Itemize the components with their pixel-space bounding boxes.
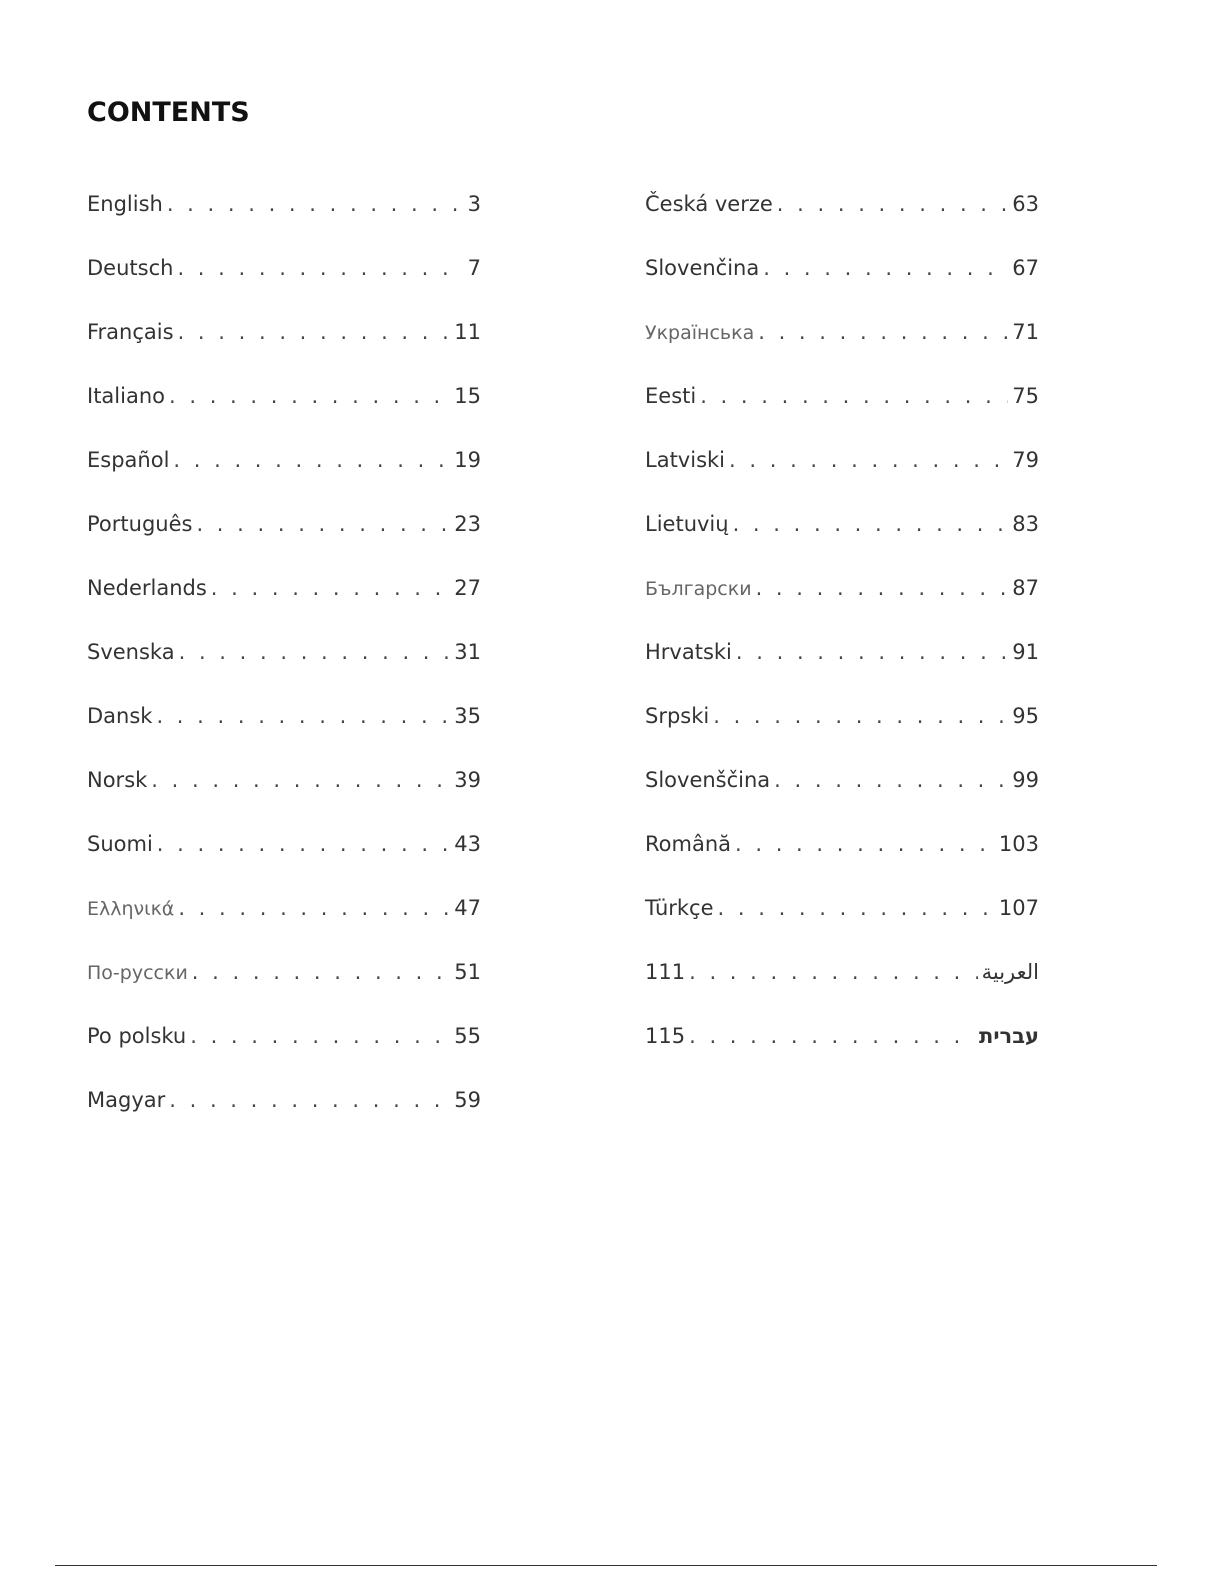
- toc-entry-page: 95: [1012, 704, 1039, 728]
- dot-leader: [157, 832, 450, 856]
- toc-entry[interactable]: [87, 384, 481, 448]
- toc-entry[interactable]: [645, 384, 1039, 448]
- toc-entry-page: 115: [645, 1024, 686, 1048]
- dot-leader: [196, 512, 450, 536]
- toc-entry[interactable]: [87, 576, 481, 640]
- toc-entry-page: 51: [454, 960, 481, 984]
- toc-entry[interactable]: [87, 448, 481, 512]
- dot-leader: [689, 960, 978, 984]
- toc-entry-label: Lietuvių: [645, 512, 729, 536]
- toc-entry-label: Ελληνικά: [87, 898, 175, 920]
- toc-entry-label: Srpski: [645, 704, 710, 728]
- dot-leader: [758, 320, 1008, 344]
- toc-entry-label: Español: [87, 448, 170, 472]
- toc-entry-page: 43: [454, 832, 481, 856]
- toc-entry-page: 27: [454, 576, 481, 600]
- dot-leader: [179, 640, 451, 664]
- toc-entry-label: Deutsch: [87, 256, 174, 280]
- toc-right-column: [645, 192, 1039, 1088]
- toc-entry-label: Eesti: [645, 384, 697, 408]
- toc-entry-label: Norsk: [87, 768, 148, 792]
- toc-entry[interactable]: [87, 1088, 481, 1152]
- toc-entry[interactable]: [87, 832, 481, 896]
- dot-leader: [763, 256, 1008, 280]
- toc-entry-rtl[interactable]: [645, 1024, 1039, 1088]
- toc-entry-label: По-русски: [87, 962, 188, 984]
- dot-leader: [178, 320, 451, 344]
- toc-entry-label: Nederlands: [87, 576, 207, 600]
- dot-leader: [177, 256, 463, 280]
- dot-leader: [211, 576, 450, 600]
- toc-entry-label: Română: [645, 832, 731, 856]
- toc-entry-page: 31: [454, 640, 481, 664]
- toc-entry-label: Dansk: [87, 704, 153, 728]
- toc-entry-label: Svenska: [87, 640, 175, 664]
- toc-entry-label: Latviski: [645, 448, 726, 472]
- toc-entry-label: Português: [87, 512, 193, 536]
- toc-entry-label: עברית: [979, 1024, 1039, 1048]
- toc-entry-page: 11: [454, 320, 481, 344]
- dot-leader: [700, 384, 1008, 408]
- toc-entry-label: Türkçe: [645, 896, 714, 920]
- toc-entry-label: Česká verze: [645, 192, 773, 216]
- toc-entry[interactable]: [645, 576, 1039, 640]
- toc-entry-label: Українська: [645, 322, 755, 344]
- dot-leader: [777, 192, 1008, 216]
- dot-leader: [173, 448, 450, 472]
- toc-entry-page: 111: [645, 960, 686, 984]
- toc-entry[interactable]: [87, 256, 481, 320]
- toc-entry[interactable]: [645, 640, 1039, 704]
- dot-leader: [167, 192, 464, 216]
- toc-entry-label: Magyar: [87, 1088, 166, 1112]
- toc-entry-label: Slovenščina: [645, 768, 771, 792]
- toc-entry[interactable]: [645, 320, 1039, 384]
- toc-entry[interactable]: [645, 256, 1039, 320]
- toc-entry-page: 107: [998, 896, 1039, 920]
- toc-entry-page: 79: [1012, 448, 1039, 472]
- footer-rule: [55, 1565, 1157, 1566]
- toc-entry-label: Italiano: [87, 384, 165, 408]
- page-title: CONTENTS: [87, 97, 250, 128]
- toc-entry-page: 19: [454, 448, 481, 472]
- dot-leader: [169, 1088, 450, 1112]
- dot-leader: [713, 704, 1008, 728]
- toc-entry-page: 35: [454, 704, 481, 728]
- toc-entry[interactable]: [87, 320, 481, 384]
- toc-entry-label: Po polsku: [87, 1024, 187, 1048]
- dot-leader: [169, 384, 450, 408]
- toc-entry-page: 15: [454, 384, 481, 408]
- toc-entry-page: 63: [1012, 192, 1039, 216]
- dot-leader: [689, 1024, 975, 1048]
- toc-entry-label: Français: [87, 320, 174, 344]
- toc-entry-page: 47: [454, 896, 481, 920]
- toc-entry-page: 71: [1012, 320, 1039, 344]
- toc-entry[interactable]: [87, 896, 481, 960]
- toc-entry[interactable]: [645, 768, 1039, 832]
- toc-entry[interactable]: [87, 1024, 481, 1088]
- toc-entry-rtl[interactable]: [645, 960, 1039, 1024]
- toc-entry[interactable]: [645, 512, 1039, 576]
- dot-leader: [736, 640, 1008, 664]
- toc-entry[interactable]: [87, 512, 481, 576]
- toc-entry-label: Български: [645, 578, 752, 600]
- toc-entry[interactable]: [645, 192, 1039, 256]
- dot-leader: [156, 704, 450, 728]
- toc-entry-page: 59: [454, 1088, 481, 1112]
- toc-entry-page: 91: [1012, 640, 1039, 664]
- toc-left-column: [87, 192, 481, 1152]
- toc-entry[interactable]: [645, 832, 1039, 896]
- toc-entry-page: 55: [454, 1024, 481, 1048]
- dot-leader: [774, 768, 1008, 792]
- dot-leader: [190, 1024, 450, 1048]
- toc-entry-page: 83: [1012, 512, 1039, 536]
- dot-leader: [151, 768, 450, 792]
- toc-entry-page: 23: [454, 512, 481, 536]
- toc-entry-page: 3: [467, 192, 481, 216]
- dot-leader: [733, 512, 1009, 536]
- toc-entry[interactable]: [645, 448, 1039, 512]
- dot-leader: [735, 832, 995, 856]
- toc-entry-page: 7: [467, 256, 481, 280]
- toc-entry-label: Slovenčina: [645, 256, 760, 280]
- dot-leader: [718, 896, 995, 920]
- toc-entry[interactable]: [87, 704, 481, 768]
- toc-entry[interactable]: [87, 960, 481, 1024]
- toc-entry-label: العربية: [981, 960, 1039, 984]
- dot-leader: [178, 896, 450, 920]
- toc-entry-page: 103: [998, 832, 1039, 856]
- dot-leader: [192, 960, 450, 984]
- toc-entry-page: 87: [1012, 576, 1039, 600]
- toc-entry[interactable]: [87, 640, 481, 704]
- dot-leader: [756, 576, 1009, 600]
- toc-entry-page: 39: [454, 768, 481, 792]
- toc-entry-page: 99: [1012, 768, 1039, 792]
- toc-entry-page: 75: [1012, 384, 1039, 408]
- toc-entry-label: Suomi: [87, 832, 153, 856]
- toc-entry-label: English: [87, 192, 163, 216]
- toc-entry[interactable]: [87, 768, 481, 832]
- toc-entry-label: Hrvatski: [645, 640, 732, 664]
- dot-leader: [729, 448, 1008, 472]
- toc-entry[interactable]: [87, 192, 481, 256]
- toc-entry[interactable]: [645, 704, 1039, 768]
- toc-entry[interactable]: [645, 896, 1039, 960]
- toc-entry-page: 67: [1012, 256, 1039, 280]
